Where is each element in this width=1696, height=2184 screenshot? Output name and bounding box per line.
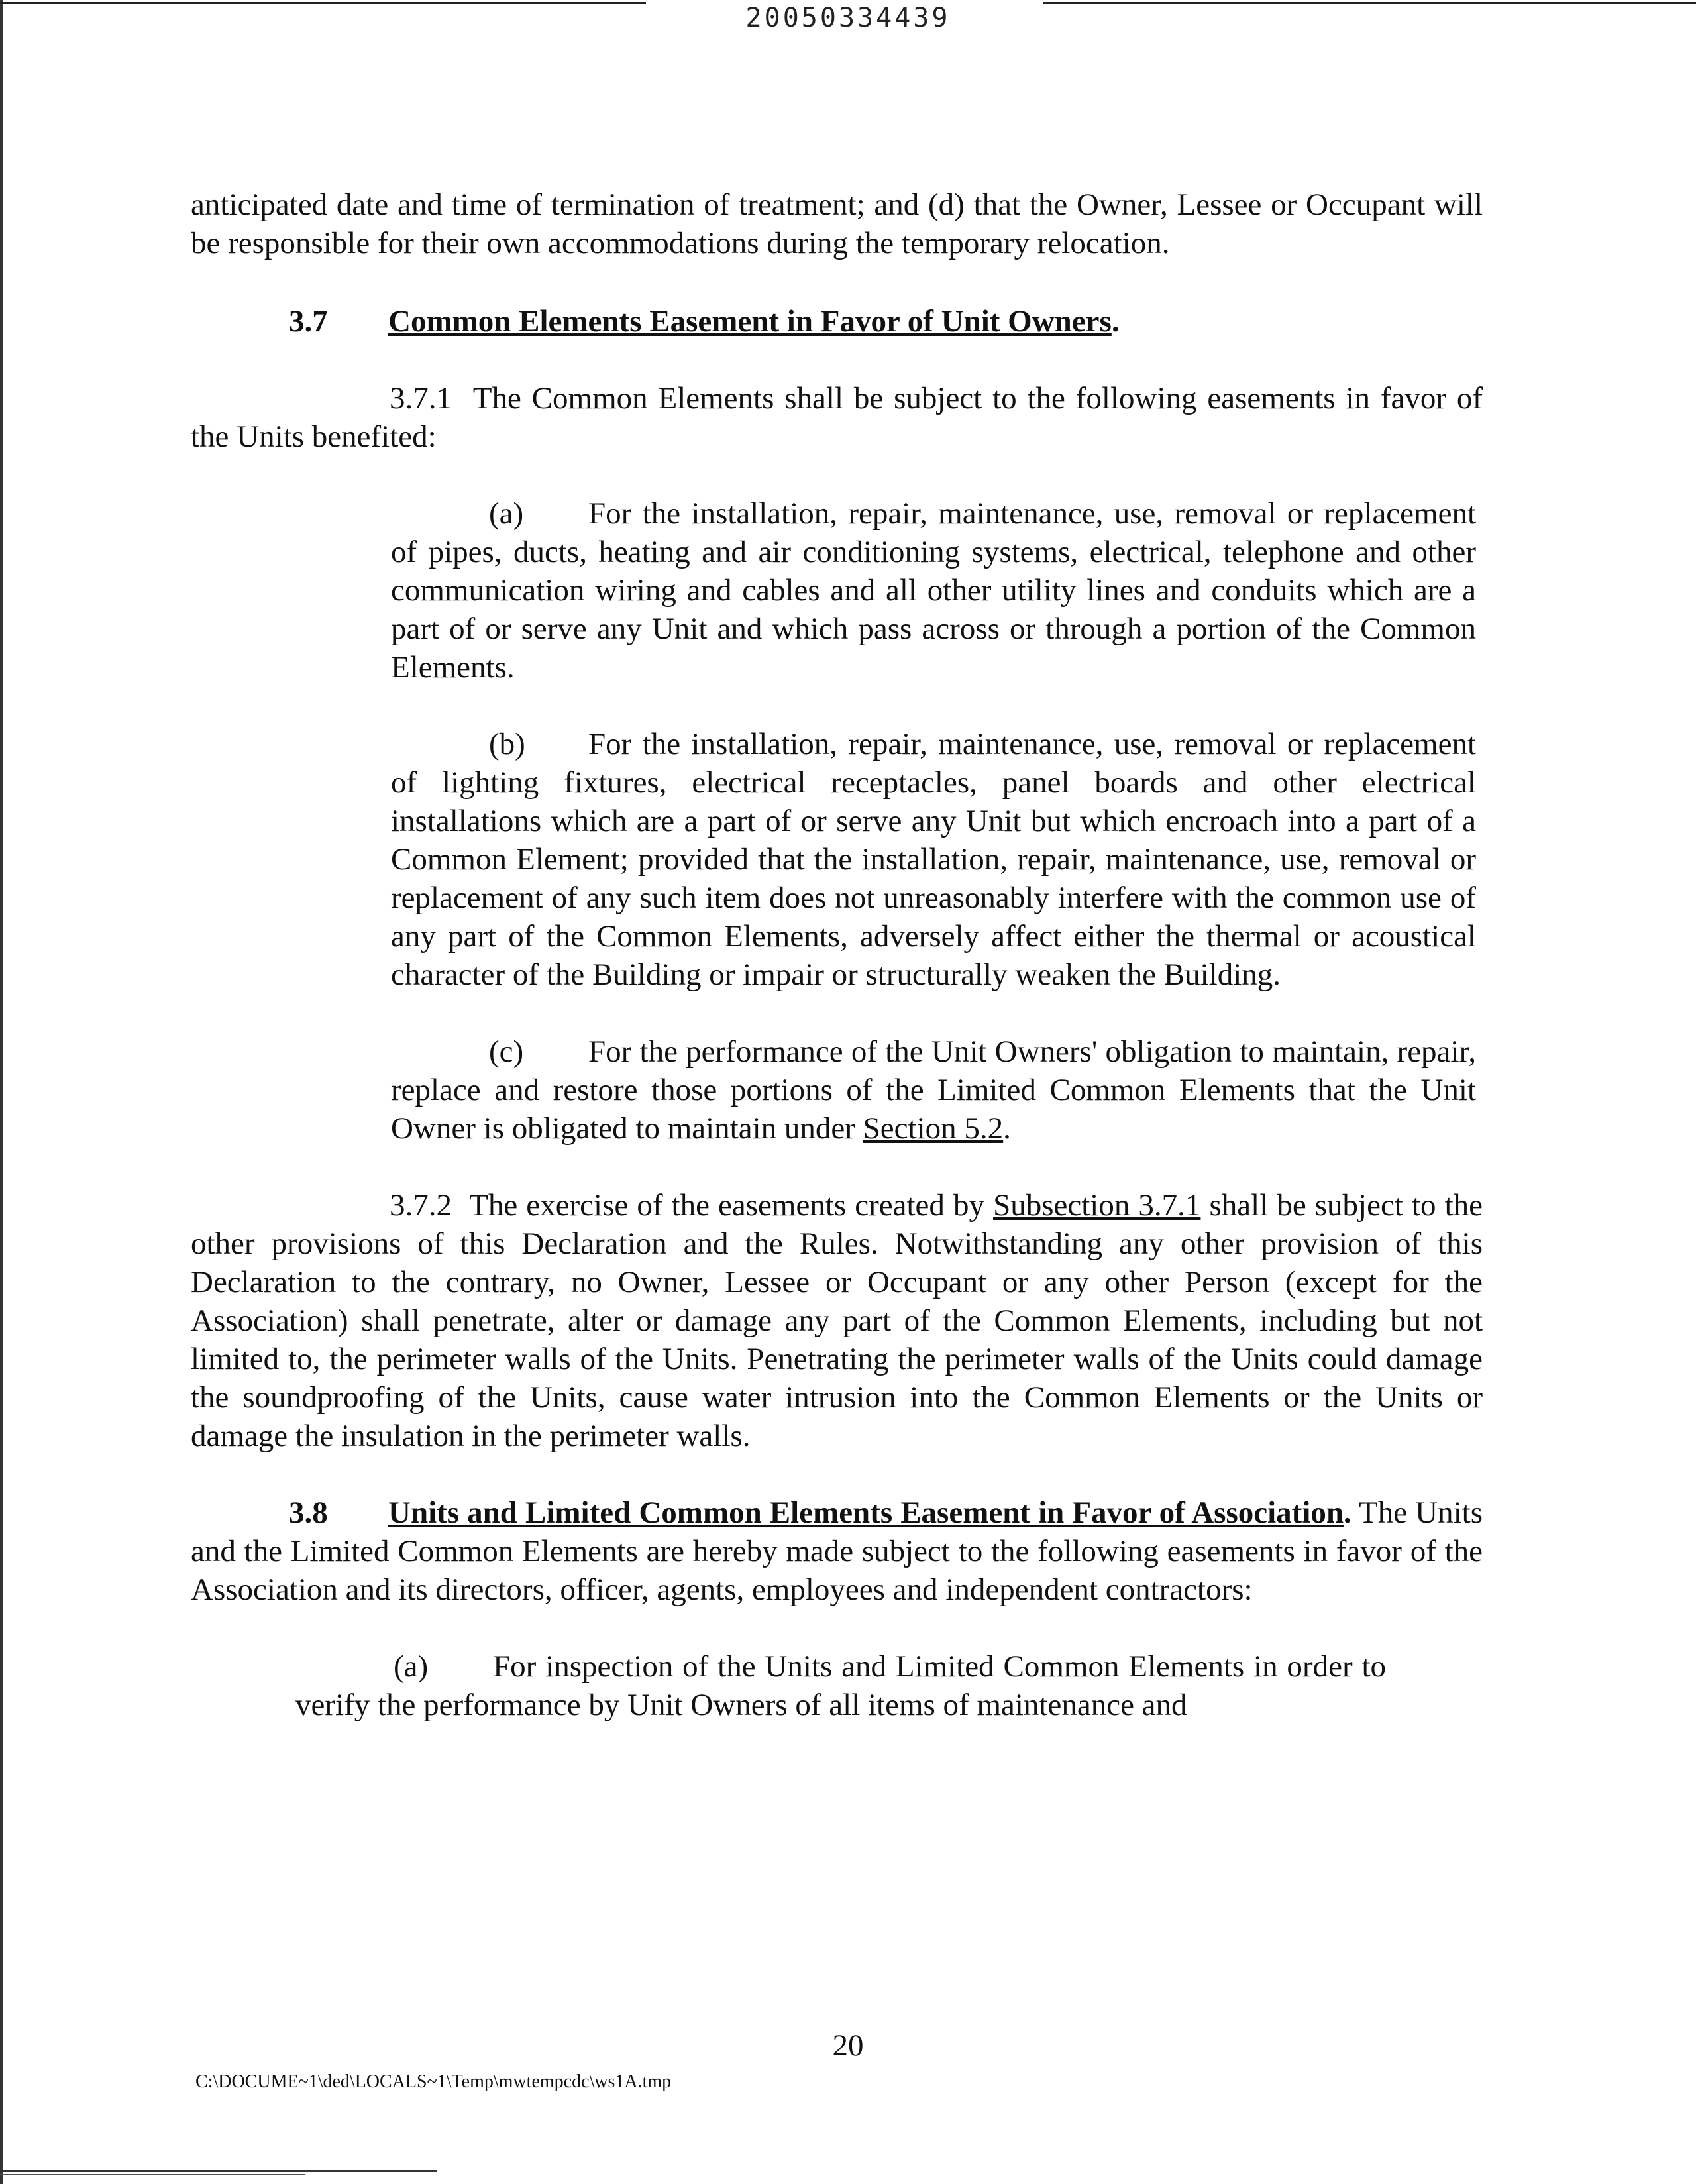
item-b-label: (b) — [489, 727, 525, 761]
scan-edge — [0, 0, 3, 2184]
paragraph-3-7-2 — [191, 1186, 1483, 1455]
paragraph-3-7-2-post: shall be subject to the other provisions of this Declaration and the Rules. Notwithstanding any other provision of this Declaration to the contrary, no Owner, Lessee or Occupant or any other Person (except for the Association) shall penetrate, alter or damage any part of the Common Elements, including but not limited to, the perimeter walls of the Units. Penetrating the perimeter walls of the Units could damage the soundproofing of the Units, cause water intrusion into the Common Elements or the Units or damage the insulation in the perimeter walls. — [191, 1188, 1483, 1453]
paragraph-3-7-1-text: The Common Elements shall be subject to the following easements in favor of the Units benefited: — [191, 381, 1483, 454]
item-a-text: For the installation, repair, maintenance, use, removal or replacement of pipes, ducts, heating and air conditioning systems, electrical, telephone and other communication wiring and cables and all other utility lines and conduits which are a part of or serve any Unit and which pass across or through a portion of the Common Elements. — [391, 496, 1476, 684]
section-3-8-number: 3.8 — [289, 1496, 328, 1530]
item-3-7-1-a — [391, 494, 1476, 686]
item-c-label: (c) — [489, 1034, 524, 1069]
item-3-7-1-c — [391, 1032, 1476, 1148]
item-b-text: For the installation, repair, maintenance, use, removal or replacement of lighting fixtures, electrical receptacles, panel boards and other electrical installations which are a part of or serve any Unit but which encroach into a part of a Common Element; provided that the installation, repair, maintenance, use, removal or replacement of any such item does not unreasonably interfere with the common use of any part of the Common Elements, adversely affect either the thermal or acoustical character of the Building or impair or structurally weaken the Building. — [391, 727, 1476, 992]
page-body — [191, 186, 1483, 1724]
intro-paragraph: anticipated date and time of termination of treatment; and (d) that the Owner, Lessee or Occupant will be responsible for their own accommodations during the temporary relocation. — [191, 188, 1483, 260]
item-3-7-1-b — [391, 725, 1476, 994]
item-3-8-a-text: For inspection of the Units and Limited Common Elements in order to verify the performance by Unit Owners of all items of maintenance and — [295, 1649, 1386, 1722]
section-5-2-reference: Section 5.2 — [863, 1111, 1004, 1146]
item-c-text: For the performance of the Unit Owners' obligation to maintain, repair, replace and restore those portions of the Limited Common Elements that the Unit Owner is obligated to maintain under — [391, 1034, 1476, 1146]
section-3-7-title-end: . — [1111, 304, 1120, 339]
paragraph-3-7-2-pre: The exercise of the easements created by — [469, 1188, 984, 1223]
item-c-end: . — [1003, 1111, 1011, 1146]
file-path: C:\DOCUME~1\ded\LOCALS~1\Temp\mwtempcdc\ws1A.tmp — [195, 2071, 672, 2092]
paragraph-3-7-1-number: 3.7.1 — [390, 381, 452, 415]
document-number: 20050334439 — [745, 3, 951, 33]
paragraph-3-7-2-number: 3.7.2 — [390, 1188, 452, 1223]
paragraph-3-7-1 — [191, 379, 1483, 456]
item-a-label: (a) — [489, 496, 524, 531]
section-3-7-heading — [289, 302, 1483, 341]
section-3-7-title: Common Elements Easement in Favor of Unit Owners — [388, 304, 1112, 339]
section-3-8-title-end: . — [1344, 1496, 1352, 1530]
item-3-8-a-label: (a) — [394, 1649, 429, 1684]
page-number: 20 — [832, 2028, 864, 2063]
section-3-8-text: The Units and the Limited Common Elements are hereby made subject to the following easements in favor of the Association and its directors, officer, agents, employees and independent contractors: — [191, 1496, 1483, 1607]
item-3-8-a — [295, 1647, 1386, 1724]
bottom-rule — [0, 2170, 437, 2172]
bottom-rule-secondary — [0, 2174, 305, 2175]
section-3-8-title: Units and Limited Common Elements Easement in Favor of Association — [388, 1496, 1344, 1530]
section-3-7-number: 3.7 — [289, 304, 328, 339]
subsection-3-7-1-reference: Subsection 3.7.1 — [993, 1188, 1201, 1223]
section-3-8-paragraph — [191, 1494, 1483, 1609]
